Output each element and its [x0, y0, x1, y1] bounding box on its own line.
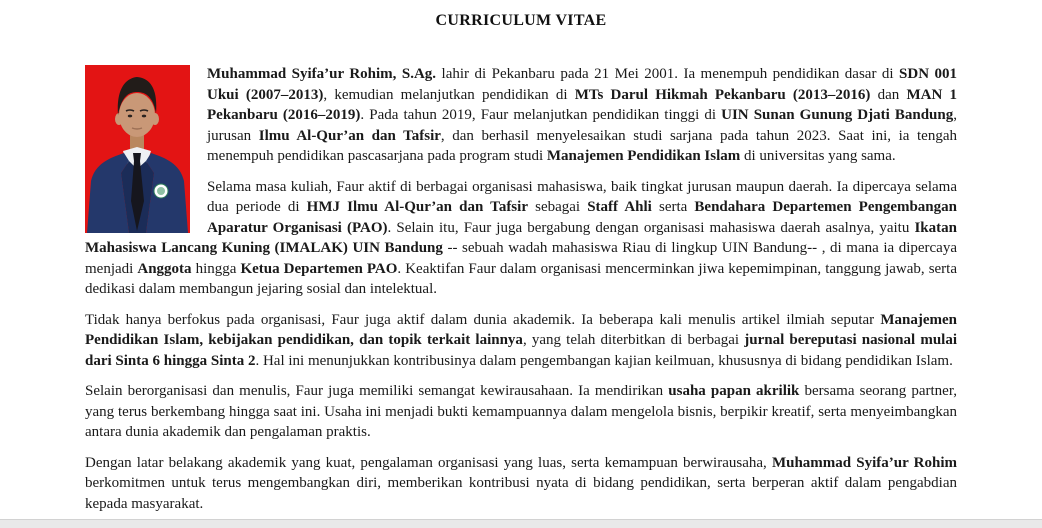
- emphasized-text: MTs Darul Hikmah Pekanbaru (2013–2016): [574, 86, 871, 103]
- emphasized-text: UIN Sunan Gunung Djati Bandung: [721, 107, 954, 123]
- body-text: Tidak hanya berfokus pada organisasi, Faur juga aktif dalam dunia akademik. Ia beberapa kali menulis artikel ilmiah seputar: [85, 311, 881, 328]
- body-text: dan: [870, 86, 907, 103]
- body-text: , jurusan: [207, 107, 957, 144]
- body-text: di universitas yang sama.: [740, 148, 896, 164]
- cv-body: [85, 64, 957, 514]
- emphasized-text: SDN 001 Ukui (2007–2013): [207, 66, 957, 103]
- body-text: Selain berorganisasi dan menulis, Faur juga memiliki semangat kewirausahaan. Ia mendirikan: [85, 383, 669, 399]
- tie-knot: [133, 153, 141, 161]
- paragraph-4: [85, 381, 957, 443]
- body-text: . Selain itu, Faur juga bergabung dengan organisasi mahasiswa daerah asalnya, yaitu: [387, 219, 915, 236]
- profile-photo: [85, 65, 190, 233]
- emphasized-text: Bendahara Departemen Pengembangan Aparatur Organisasi (PAO): [207, 199, 957, 236]
- face: [119, 93, 155, 137]
- body-text: sebagai: [527, 199, 588, 215]
- emphasized-text: Ketua Departemen PAO: [240, 260, 398, 277]
- screenshot-bottom-edge: [0, 519, 1042, 528]
- emphasized-text: HMJ Ilmu Al-Qur’an dan Tafsir: [306, 199, 528, 215]
- body-text: , dan berhasil menyelesaikan studi sarjana pada tahun 2023. Saat ini, ia tengah menempuh pendidikan pascasarjana pada program studi: [207, 127, 957, 164]
- paragraph-3: [85, 310, 957, 372]
- paragraph-1: [85, 64, 957, 167]
- profile-photo-illustration: [85, 65, 190, 233]
- eye-right: [142, 115, 146, 118]
- eye-left: [128, 115, 132, 118]
- emphasized-text: Manajemen Pendidikan Islam: [546, 148, 741, 164]
- paragraph-5: [85, 453, 957, 515]
- emphasized-text: Muhammad Syifa’ur Rohim: [771, 454, 957, 471]
- paragraph-2: [85, 177, 957, 300]
- emphasized-text: Muhammad Syifa’ur Rohim, S.Ag.: [207, 66, 437, 82]
- body-text: . Pada tahun 2019, Faur melanjutkan pendidikan tinggi di: [360, 107, 722, 123]
- lapel-badge-center: [157, 187, 165, 195]
- body-text: . Hal ini menunjukkan kontribusinya dalam pengembangan kajian keilmuan, khususnya di bidang pendidikan Islam.: [255, 352, 953, 369]
- emphasized-text: Ikatan Mahasiswa Lancang Kuning (IMALAK) UIN Bandung: [85, 219, 957, 256]
- body-text: lahir di Pekanbaru pada 21 Mei 2001. Ia menempuh pendidikan dasar di: [436, 66, 900, 82]
- emphasized-text: Ilmu Al-Qur’an dan Tafsir: [258, 127, 441, 144]
- emphasized-text: Manajemen Pendidikan Islam, kebijakan pendidikan, dan topik terkait lainnya: [85, 311, 957, 348]
- body-text: Selama masa kuliah, Faur aktif di berbagai organisasi mahasiswa, baik tingkat jurusan maupun daerah. Ia dipercaya selama dua periode di: [207, 178, 957, 215]
- body-text: , kemudian melanjutkan pendidikan di: [323, 86, 575, 103]
- document-title: CURRICULUM VITAE: [435, 12, 607, 29]
- emphasized-text: Anggota: [137, 260, 192, 277]
- emphasized-text: MAN 1 Pekanbaru (2016–2019): [207, 86, 957, 123]
- body-text: serta: [651, 199, 695, 215]
- body-text: -- sebuah wadah mahasiswa Riau di lingkup UIN Bandung-- , di mana ia dipercaya menjadi: [85, 240, 957, 277]
- emphasized-text: Staff Ahli: [587, 199, 652, 215]
- body-text: hingga: [191, 260, 241, 277]
- body-text: bersama seorang partner, yang terus berkembang hingga saat ini. Usaha ini menjadi bukti kemampuannya dalam mengelola bisnis, berpikir kreatif, serta menyeimbangkan antara dunia akademik dan pengalaman praktis.: [85, 383, 957, 440]
- emphasized-text: usaha papan akrilik: [668, 383, 800, 399]
- body-text: berkomitmen untuk terus mengembangkan diri, memberikan kontribusi nyata di bidang pendidikan, serta berperan aktif dalam pengabdian kepada masyarakat.: [85, 475, 957, 512]
- body-text: . Keaktifan Faur dalam organisasi mencerminkan jiwa kepemimpinan, tanggung jawab, serta dedikasi dalam membangun jejaring sosial dan intelektual.: [85, 260, 958, 297]
- emphasized-text: jurnal bereputasi nasional mulai dari Sinta 6 hingga Sinta 2: [85, 332, 957, 369]
- body-text: , yang telah diterbitkan di berbagai: [522, 332, 745, 348]
- body-text: Dengan latar belakang akademik yang kuat, pengalaman organisasi yang luas, serta kemampuan berwirausaha,: [85, 454, 772, 471]
